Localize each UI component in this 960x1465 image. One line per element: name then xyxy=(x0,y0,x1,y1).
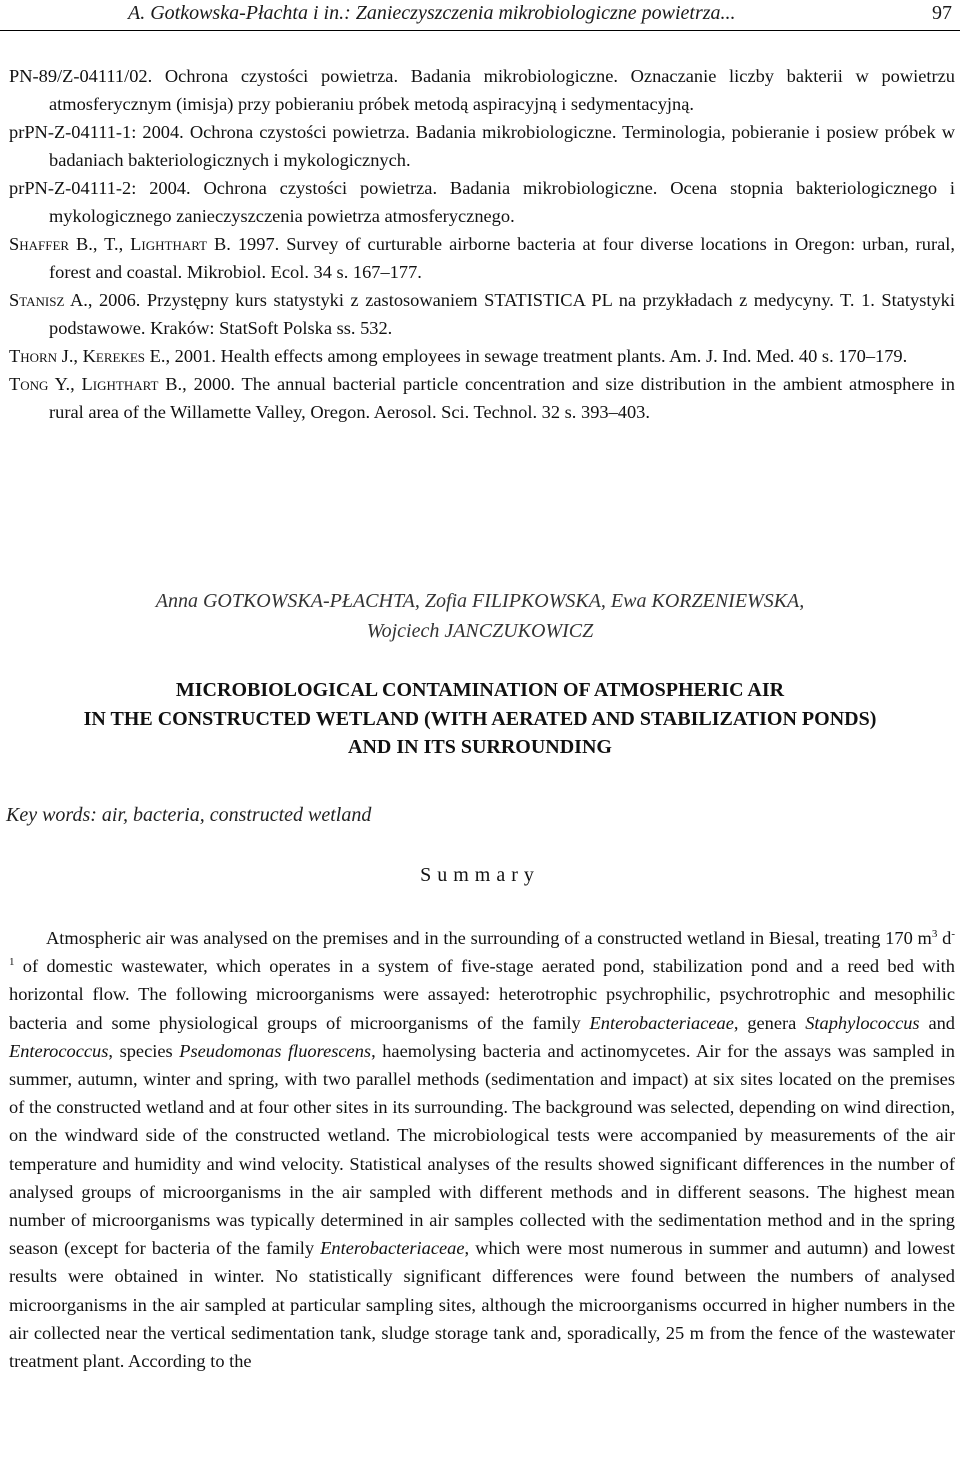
reference-author: Tong Y., Lighthart B. xyxy=(9,374,183,394)
title-line: IN THE CONSTRUCTED WETLAND (WITH AERATED AND STABILIZATION PONDS) xyxy=(83,707,877,730)
reference-item: prPN-Z-04111-2: 2004. Ochrona czystości powietrza. Badania mikrobiologiczne. Ocena stopnia bakteriologicznego i mykologicznego zanieczyszczenia powietrza atmosferycznego. xyxy=(9,178,955,226)
keywords: Key words: air, bacteria, constructed wetland xyxy=(6,804,372,826)
authors-line: Anna GOTKOWSKA-PŁACHTA, Zofia FILIPKOWSKA, Ewa KORZENIEWSKA, xyxy=(155,590,805,612)
header-rule xyxy=(0,30,960,31)
reference-item: Stanisz A., 2006. Przystępny kurs statystyki z zastosowaniem STATISTICA PL na przykładach z medycyny. T. 1. Statystyki podstawowe. Kraków: StatSoft Polska ss. 532. xyxy=(9,290,955,338)
running-header xyxy=(0,0,960,32)
reference-list xyxy=(9,62,955,426)
running-title: A. Gotkowska-Płachta i in.: Zanieczyszczenia mikrobiologiczne powietrza... xyxy=(128,2,736,24)
authors-line: Wojciech JANCZUKOWICZ xyxy=(366,620,594,642)
title-line: AND IN ITS SURROUNDING xyxy=(348,736,612,758)
article-title xyxy=(0,676,960,762)
reference-item: Shaffer B., T., Lighthart B. 1997. Survey of curturable airborne bacteria at four diverse locations in Oregon: urban, rural, forest and coastal. Mikrobiol. Ecol. 34 s. 167–177. xyxy=(9,234,955,282)
page-number: 97 xyxy=(932,2,952,24)
reference-item: PN-89/Z-04111/02. Ochrona czystości powietrza. Badania mikrobiologiczne. Oznaczanie liczby bakterii w powietrzu atmosferycznym (imisja) przy pobieraniu próbek metodą aspiracyjną i sedymentacyjną. xyxy=(9,66,955,114)
reference-item: Tong Y., Lighthart B., 2000. The annual bacterial particle concentration and size distribution in the ambient atmosphere in rural area of the Willamette Valley, Oregon. Aerosol. Sci. Technol. 32 s. 393–403. xyxy=(9,374,955,422)
reference-author: Thorn J., Kerekes E. xyxy=(9,346,166,366)
article-authors xyxy=(0,586,960,646)
summary-paragraph: Atmospheric air was analysed on the premises and in the surrounding of a constructed wetland in Biesal, treating 170 $m^3$ $d^{-1}$ of domestic wastewater, which operates in a system of five-stage aerated pond, stabilization pond and a reed bed with horizontal flow. The following microorganisms were assayed: heterotrophic psychrophilic, psychrotrophic and mesophilic bacteria and some physiological groups of microorganisms of the family Enterobacteriaceae, genera Staphylococcus and Enterococcus, species Pseudomonas fluorescens, haemolysing bacteria and actinomycetes. Air for the assays was sampled in summer, autumn, winter and spring, with two parallel methods (sedimentation and impact) at six sites located on the premises of the constructed wetland and at four other sites in its surrounding. The background was selected, depending on wind direction, on the windward side of the constructed wetland. The microbiological tests were accompanied by measurements of the air temperature and humidity and wind velocity. Statistical analyses of the results showed significant differences in the number of analysed groups of microorganisms in the air sampled with different methods and in different seasons. The highest mean number of microorganisms was typically determined in air samples collected with the sedimentation method and in the spring season (except for bacteria of the family Enterobacteriaceae, which were most numerous in summer and autumn) and lowest results were obtained in winter. No statistically significant differences were found between the numbers of analysed microorganisms in the air sampled at particular sampling sites, although the microorganisms occurred in higher numbers in the air collected near the vertical sedimentation tank, sludge storage tank and, sporadically, 25 m from the fence of the wastewater treatment plant. According to the xyxy=(9,927,955,1372)
reference-author: Stanisz A. xyxy=(9,290,88,310)
summary-heading: Summary xyxy=(420,864,540,886)
reference-author: Shaffer B., T., Lighthart B. xyxy=(9,234,231,254)
title-line: MICROBIOLOGICAL CONTAMINATION OF ATMOSPHERIC AIR xyxy=(175,679,785,701)
reference-item: Thorn J., Kerekes E., 2001. Health effects among employees in sewage treatment plants. Am. J. Ind. Med. 40 s. 170–179. xyxy=(9,346,908,366)
reference-item: prPN-Z-04111-1: 2004. Ochrona czystości powietrza. Badania mikrobiologiczne. Terminologia, pobieranie i posiew próbek w badaniach bakteriologicznych i mykologicznych. xyxy=(9,122,955,170)
